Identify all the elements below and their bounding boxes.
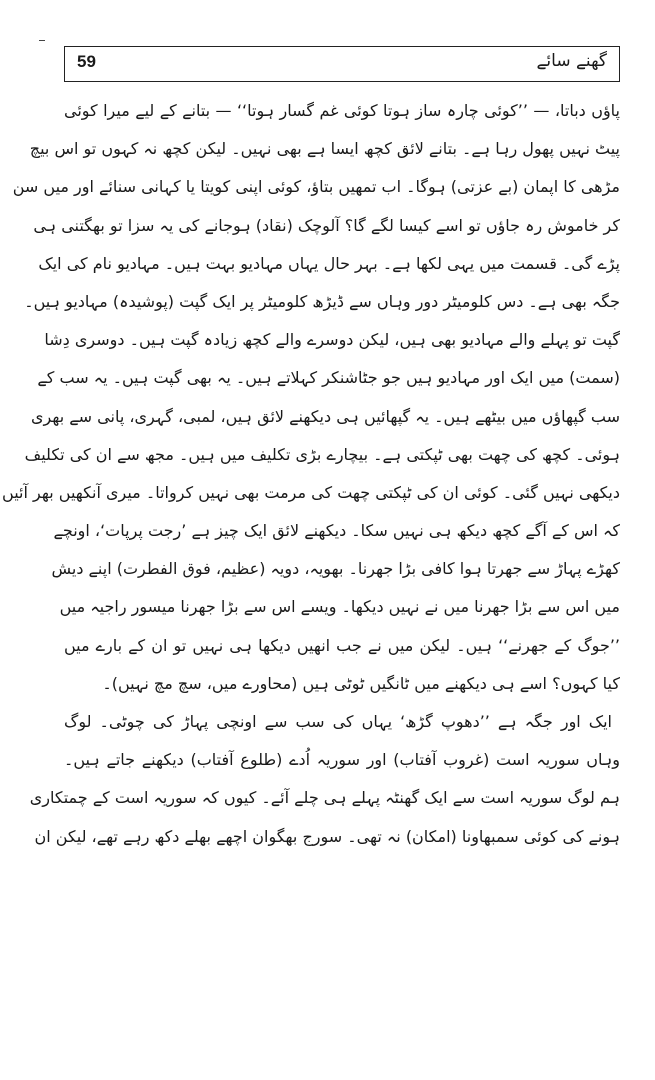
text-line: جگہ بھی ہے۔ دس کلومیٹر دور وہاں سے ڈیڑھ کلومیٹر پر ایک گپت (پوشیدہ) مہادیو ہیں۔ <box>24 291 620 311</box>
text-line: (سمت) میں ایک اور مہادیو ہیں جو جٹاشنکر کہلاتے ہیں۔ یہ بھی گپت ہیں۔ یہ سب کے <box>37 368 620 388</box>
text-line: ہونے کی کوئی سمبھاونا (امکان) نہ تھی۔ سورج بھگوان اچھے بھلے دکھ رہے تھے، لیکن ان <box>34 826 620 846</box>
text-line: میں اس سے بڑا جھرنا میں نے نہیں دیکھا۔ ویسے اس سے بڑا جھرنا میسور راجیہ میں <box>59 597 620 617</box>
text-line: کر خاموش رہ جاؤں تو اسے کیسا لگے گا؟ آلوچک (نقاد) ہوجانے کی یہ سزا تو بھگتنی ہی <box>33 215 620 235</box>
stray-mark <box>39 40 45 41</box>
text-line: وہاں سوریہ است (غروب آفتاب) اور سوریہ اُدے (طلوع آفتاب) دیکھنے جاتے ہیں۔ <box>64 750 620 770</box>
text-line: گپت تو پہلے والے مہادیو بھی ہیں، لیکن دوسرے والے کچھ زیادہ گپت ہیں۔ دوسری دِشا <box>44 330 620 350</box>
text-line: سب گپھاؤں میں بیٹھے ہیں۔ یہ گپھائیں ہی دیکھنے لائق ہیں، لمبی، گہری، پانی سے بھری <box>31 406 620 426</box>
text-line: کہ اس کے آگے کچھ دیکھ ہی نہیں سکا۔ دیکھنے لائق ایک چیز ہے ’رجت پرپات‘، اونچے <box>53 521 620 541</box>
text-line: ایک اور جگہ ہے ’’دھوپ گڑھ‘ یہاں کی سب سے اونچی پہاڑ کی چوٹی۔ لوگ <box>64 712 612 731</box>
text-line: پیٹ نہیں پھول رہا ہے۔ بتانے لائق کچھ ایسا ہے بھی نہیں۔ لیکن کچھ نہ کہوں تو اس بیچ <box>29 139 620 159</box>
text-line: مڑھی کا اپمان (بے عزتی) ہوگا۔ اب تمھیں بتاؤ، کوئی اپنی کویتا یا کہانی سنائے اور میں سن <box>12 177 620 197</box>
text-line: دیکھی نہیں گئی۔ کوئی ان کی ٹپکتی چھت کی مرمت بھی نہیں کرواتا۔ میری آنکھیں بھر آئیں <box>2 482 620 502</box>
page-header <box>64 46 620 82</box>
running-title: گھنے سائے <box>536 51 607 71</box>
body-text <box>2 92 620 856</box>
text-line: کھڑے پہاڑ سے جھرتا ہوا کافی بڑا جھرنا۔ بھویہ، دویہ (عظیم، فوق الفطرت) اپنے دیش <box>51 559 620 579</box>
text-line: کیا کہوں؟ اسے ہی دیکھنے میں ٹانگیں ٹوٹی ہیں (محاورے میں، سچ مچ نہیں)۔ <box>102 673 620 693</box>
text-line: ہم لوگ سوریہ است سے ایک گھنٹہ پہلے ہی چلے آئے۔ کیوں کہ سوریہ است کے چمتکاری <box>29 788 620 808</box>
text-line: پاؤں دباتا، — ’’کوئی چارہ ساز ہوتا کوئی غم گسار ہوتا‘‘ — بتانے کے لیے میرا کوئی <box>64 101 620 120</box>
text-line: ہوئی۔ کچھ کی چھت بھی ٹپکتی ہے۔ بیچارے بڑی تکلیف میں ہیں۔ مجھ سے ان کی تکلیف <box>24 444 620 464</box>
page-number: 59 <box>77 52 96 71</box>
text-line: پڑے گی۔ قسمت میں یہی لکھا ہے۔ بہر حال یہاں مہادیو بہت ہیں۔ مہادیو نام کی ایک <box>38 253 620 273</box>
text-line: ’’جوگ کے جھرنے‘‘ ہیں۔ لیکن میں نے جب انھیں دیکھا ہی نہیں تو ان کے بارے میں <box>64 635 620 655</box>
